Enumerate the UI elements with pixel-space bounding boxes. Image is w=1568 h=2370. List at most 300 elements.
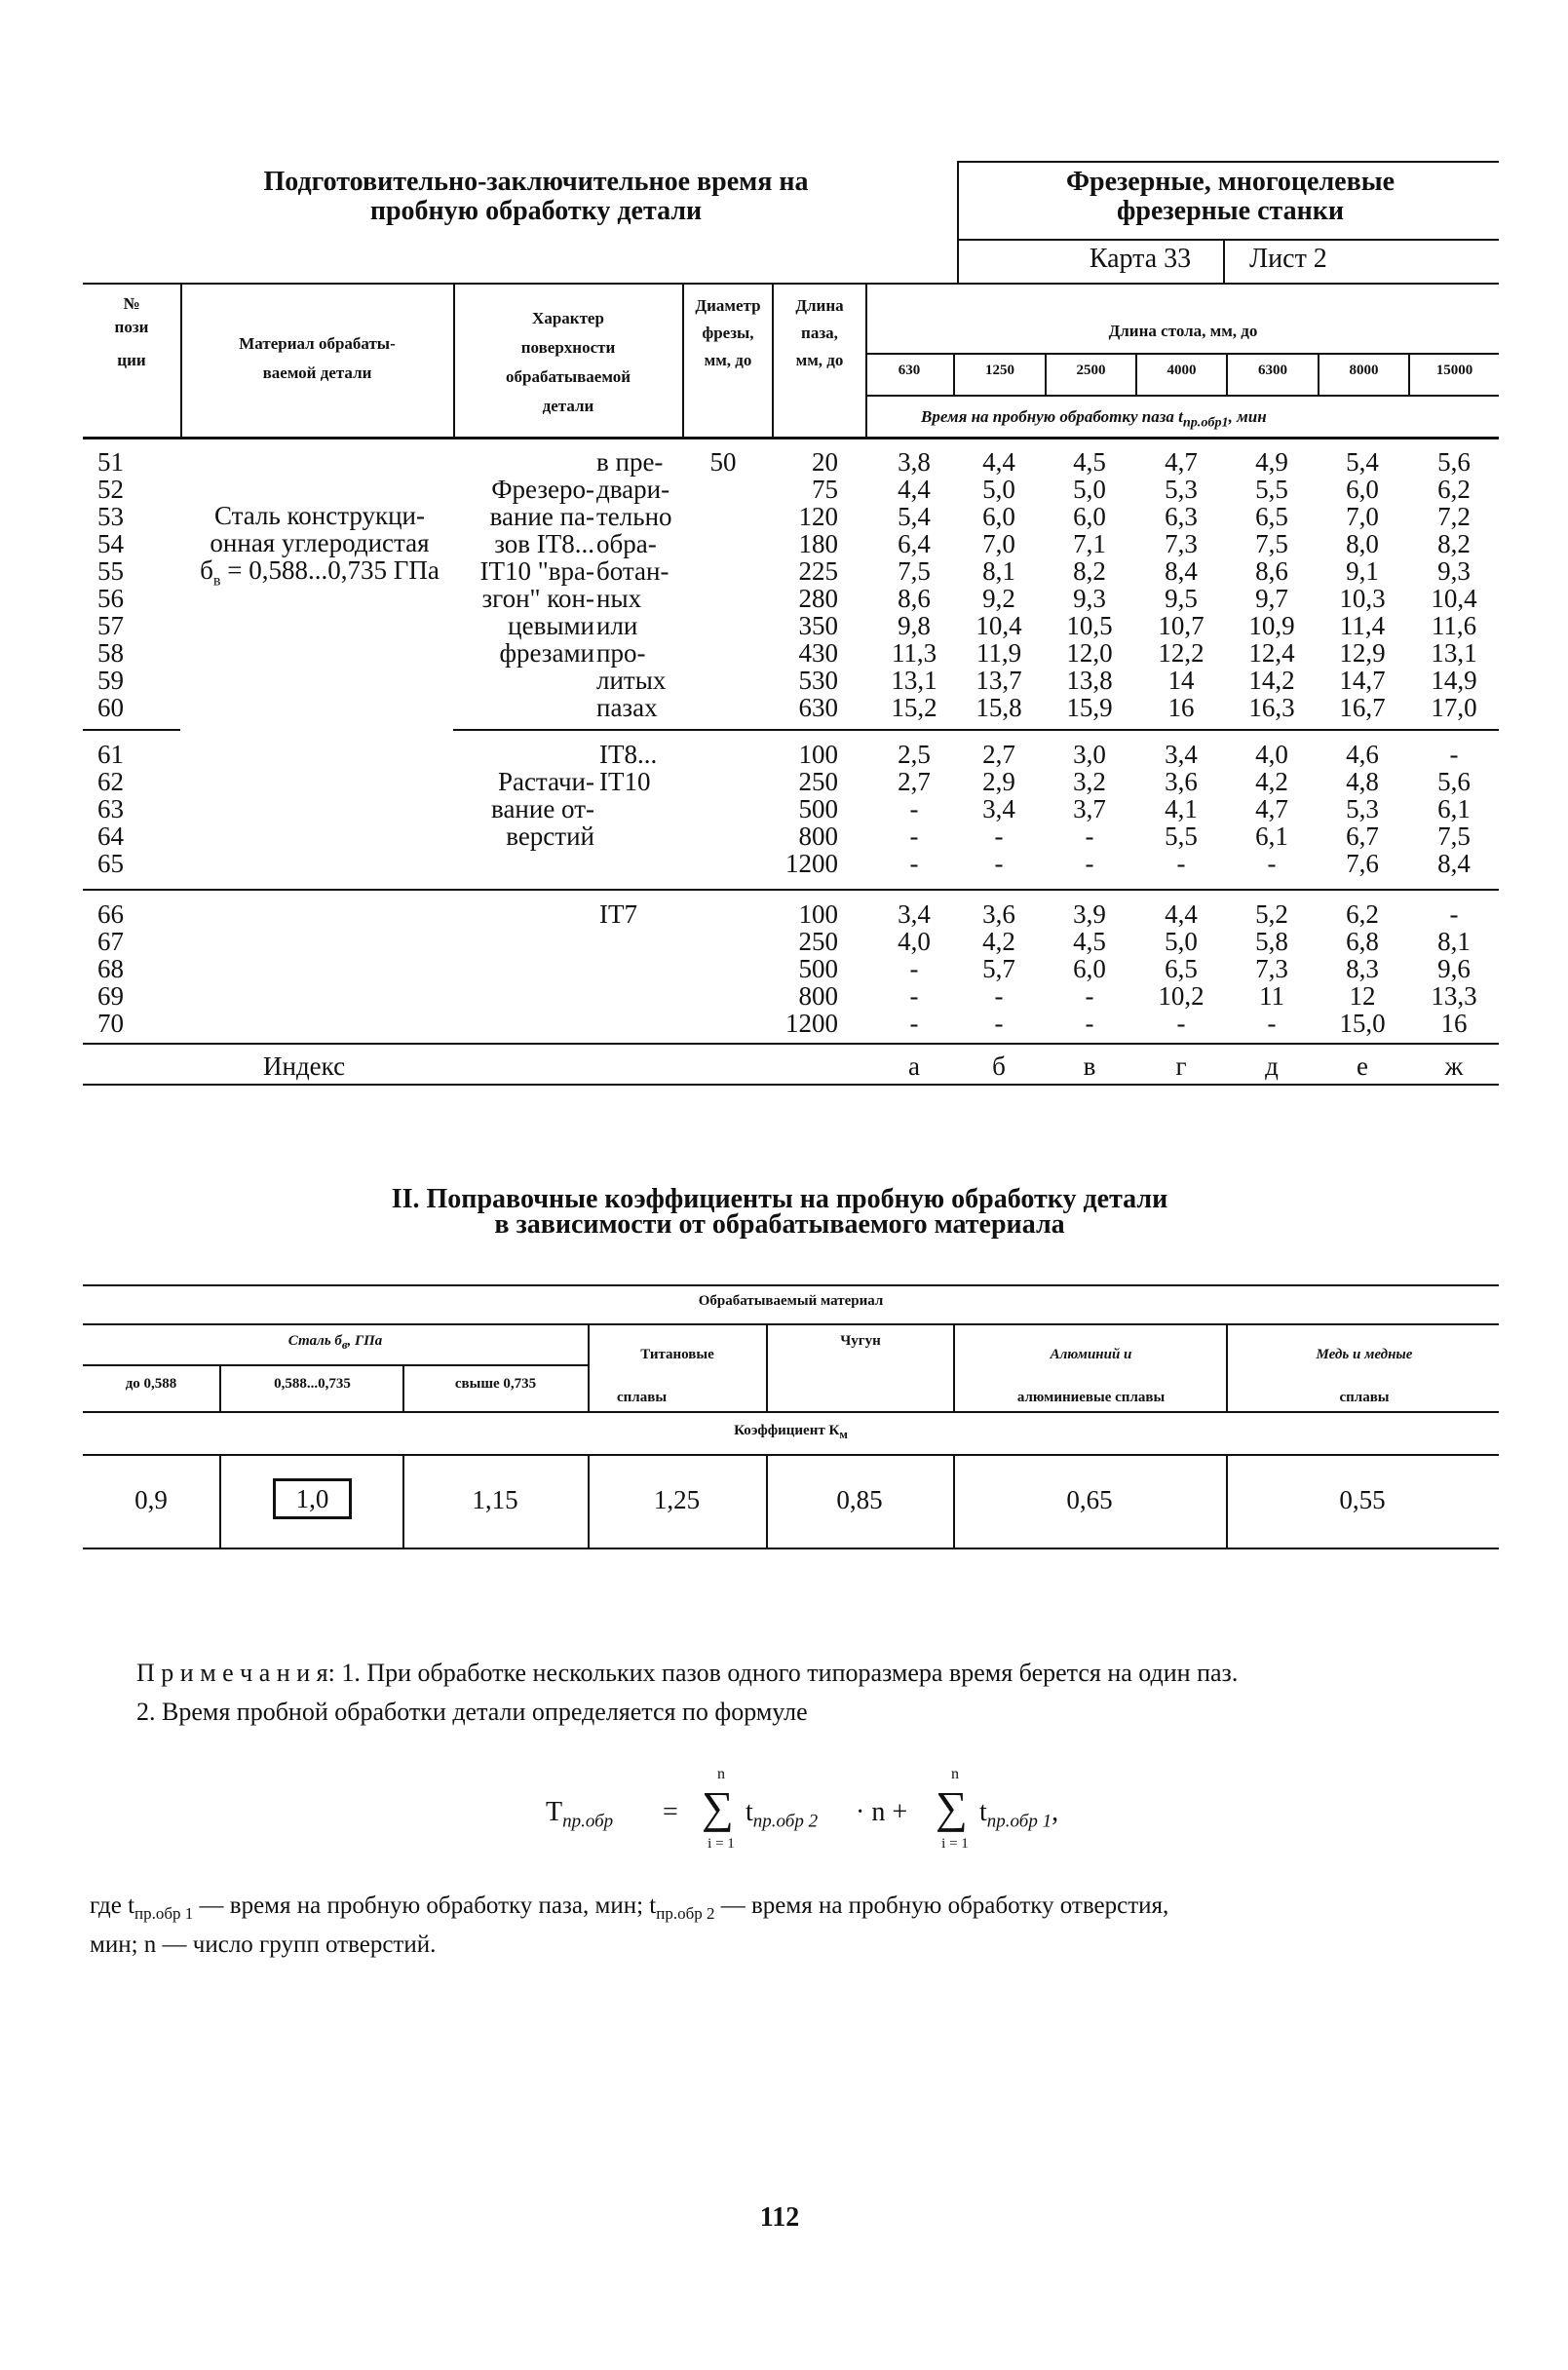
time-header-sub: пр.обр1 — [1182, 414, 1229, 431]
table-cell: 3,2 — [1073, 767, 1106, 796]
table-cell: 16 — [1440, 1009, 1468, 1038]
table-cell: 5,5 — [1255, 475, 1288, 504]
slot-length: 120 — [798, 502, 838, 531]
where-line-1 — [90, 1892, 1512, 1924]
table-cell: 4,7 — [1255, 794, 1288, 823]
group2-tolerance — [599, 741, 687, 795]
position-number: 56 — [97, 584, 124, 613]
table-cell: 12,4 — [1248, 638, 1295, 668]
t2-v-al — [953, 1323, 955, 1411]
table-cell: 12,9 — [1339, 638, 1386, 668]
index-letter: б — [992, 1051, 1006, 1081]
table-cell: 9,8 — [898, 611, 931, 640]
table-cell: 5,7 — [982, 954, 1015, 983]
card-label: Карта 33 — [1089, 244, 1192, 274]
table-cell: - — [1085, 849, 1094, 878]
formula-end: , — [1052, 1797, 1059, 1827]
table-cell: 5,5 — [1165, 822, 1198, 851]
table-cell: 7,5 — [1437, 822, 1471, 851]
table-cell: - — [909, 1009, 919, 1038]
table1-len-rule-bottom — [865, 395, 1499, 397]
index-letter: в — [1083, 1051, 1096, 1081]
table-cell: - — [909, 981, 919, 1011]
formula-sum1-top: n — [717, 1766, 725, 1782]
table-cell: 12 — [1349, 981, 1376, 1011]
table-cell: 8,3 — [1346, 954, 1379, 983]
header-title-line2: пробную обработку детали — [369, 196, 703, 226]
steel-header-label: Сталь б — [287, 1333, 342, 1349]
table1-vline-mat — [453, 283, 455, 439]
table-cell: 7,3 — [1255, 954, 1288, 983]
formula-sum2-top: n — [951, 1766, 959, 1782]
table-cell: - — [909, 822, 919, 851]
table-cell: 12,2 — [1158, 638, 1205, 668]
table-cell: 15,0 — [1339, 1009, 1386, 1038]
table-cell: 7,3 — [1165, 529, 1198, 558]
position-number: 66 — [97, 899, 124, 929]
table-cell: 9,5 — [1165, 584, 1198, 613]
table-cell: 5,3 — [1165, 475, 1198, 504]
slot-length: 20 — [812, 447, 838, 477]
table-cell: 2,9 — [982, 767, 1015, 796]
surface-text: про- — [596, 638, 646, 668]
formula-T — [546, 1797, 613, 1833]
table-cell: 9,1 — [1346, 556, 1379, 586]
table-size-1250: 1250 — [985, 363, 1014, 378]
length-header-l2: паза, — [801, 324, 838, 342]
surface-header-l2: поверхности — [520, 338, 616, 357]
group2-lengths — [780, 741, 838, 877]
position-number: 68 — [97, 954, 124, 983]
group1-pos-rule — [83, 729, 180, 731]
table-cell: 7,5 — [1255, 529, 1288, 558]
table-cell: 8,6 — [898, 584, 931, 613]
table-cell: - — [1267, 1009, 1277, 1038]
table-cell: 15,8 — [975, 693, 1022, 722]
surface-text: згон" кон- — [481, 584, 594, 613]
section2-title — [146, 1184, 1413, 1240]
aluminium-header — [957, 1333, 1225, 1419]
slot-length: 1200 — [785, 849, 838, 878]
position-number: 62 — [97, 767, 124, 796]
table-cell: 10,9 — [1248, 611, 1295, 640]
table-cell: 10,4 — [1431, 584, 1477, 613]
group2-rule — [83, 889, 1499, 891]
group1-material-l2: онная углеродистая — [210, 528, 430, 557]
table-cell: 8,2 — [1437, 529, 1471, 558]
where-l1a-sub: пр.обр 1 — [134, 1904, 194, 1923]
group1-material-l1: Сталь конструкци- — [214, 501, 425, 530]
table2-rule-3 — [83, 1411, 1499, 1413]
table-cell: 12,0 — [1066, 638, 1113, 668]
slot-length: 100 — [798, 740, 838, 769]
table-cell: 8,2 — [1073, 556, 1106, 586]
pos-header-no: № — [123, 294, 140, 313]
slot-length: 800 — [798, 981, 838, 1011]
table1-bottom-rule — [83, 1084, 1499, 1086]
table-cell: 5,8 — [1255, 927, 1288, 956]
index-letter: е — [1357, 1051, 1368, 1081]
group1-surface-b — [596, 448, 684, 721]
table-cell: - — [1176, 849, 1186, 878]
position-number: 69 — [97, 981, 124, 1011]
table1-header-rule — [83, 437, 1499, 440]
pos-header — [83, 292, 180, 372]
table1-vline-pos — [180, 283, 182, 439]
group3-lengths — [780, 900, 838, 1037]
surface-text: двари- — [596, 475, 670, 504]
table-cell: 6,1 — [1437, 794, 1471, 823]
table-cell: 10,5 — [1066, 611, 1113, 640]
table-cell: 3,8 — [898, 447, 931, 477]
note-2: 2. Время пробной обработки детали определяется по формуле — [136, 1698, 808, 1726]
table-cell: 3,4 — [898, 899, 931, 929]
slot-length: 1200 — [785, 1009, 838, 1038]
group1-surface-a — [458, 476, 594, 667]
time-header — [921, 407, 1499, 431]
group3-rule — [83, 1043, 1499, 1045]
surface-text: верстий — [506, 822, 594, 851]
table-cell: 2,7 — [898, 767, 931, 796]
table-cell: 6,7 — [1346, 822, 1379, 851]
group1-diameter: 50 — [709, 447, 737, 477]
slot-length: 250 — [798, 927, 838, 956]
group2-tolerance-l2: IT10 — [599, 767, 651, 796]
titanium-header-l2: сплавы — [617, 1390, 668, 1405]
surface-text: фрезами — [499, 638, 594, 668]
time-header-label: Время на пробную обработку паза t — [921, 407, 1183, 426]
slot-length: 530 — [798, 666, 838, 695]
position-number: 60 — [97, 693, 124, 722]
table-cell: 2,5 — [898, 740, 931, 769]
sum-2-icon: ∑ — [936, 1782, 968, 1832]
formula-T-sub: пр.обр — [562, 1811, 614, 1832]
table-cell: 6,0 — [1073, 502, 1106, 531]
slot-length: 630 — [798, 693, 838, 722]
table-cell: 13,7 — [975, 666, 1022, 695]
index-letter: ж — [1444, 1051, 1464, 1081]
index-label: Индекс — [263, 1051, 346, 1081]
group1-material-range: = 0,588...0,735 ГПа — [220, 555, 440, 585]
group1-positions — [97, 448, 156, 721]
slot-length: 100 — [798, 899, 838, 929]
table-cell: 6,5 — [1255, 502, 1288, 531]
t2-v-ti — [588, 1323, 590, 1411]
slot-length: 250 — [798, 767, 838, 796]
group1-rule — [453, 729, 1499, 731]
where-line-2: мин; n — число групп отверстий. — [90, 1931, 437, 1958]
header-divider — [957, 161, 959, 285]
table-cell: - — [1085, 981, 1094, 1011]
table-cell: - — [994, 822, 1004, 851]
table-cell: - — [1085, 822, 1094, 851]
steel-col-2: 0,588...0,735 — [274, 1376, 351, 1392]
table-cell: 4,2 — [1255, 767, 1288, 796]
where-l1c: — время на пробную обработку отверстия, — [714, 1892, 1169, 1919]
slot-length: 500 — [798, 954, 838, 983]
surface-text: литых — [596, 666, 667, 695]
table-cell: 10,7 — [1158, 611, 1205, 640]
page-number: 112 — [759, 2202, 800, 2233]
diameter-header-l1: Диаметр — [695, 296, 761, 315]
table-cell: 5,6 — [1437, 767, 1471, 796]
table-cell: 5,4 — [898, 502, 931, 531]
position-number: 61 — [97, 740, 124, 769]
position-number: 52 — [97, 475, 124, 504]
table-cell: - — [909, 849, 919, 878]
table-size-2500: 2500 — [1076, 363, 1106, 378]
titanium-header-l1: Титановые — [640, 1347, 714, 1362]
table-cell: - — [1449, 740, 1459, 769]
surface-text: зов IT8... — [494, 529, 594, 558]
group3-positions — [97, 900, 156, 1037]
table-cell: 3,6 — [982, 899, 1015, 929]
table-cell: 4,1 — [1165, 794, 1198, 823]
copper-header — [1230, 1333, 1499, 1419]
t2-v-b1 — [219, 1454, 221, 1548]
position-number: 54 — [97, 529, 124, 558]
table-cell: 11,9 — [975, 638, 1022, 668]
header-title — [146, 168, 926, 226]
surface-text: Фрезеро- — [491, 475, 594, 504]
table-size-8000: 8000 — [1349, 363, 1379, 378]
formula-sum2-bottom: i = 1 — [941, 1836, 969, 1852]
surface-text: ботан- — [596, 556, 669, 586]
t2-v-cu — [1226, 1323, 1228, 1411]
material-header — [183, 329, 451, 388]
table-cell: 7,0 — [1346, 502, 1379, 531]
material-header-2: Обрабатываемый материал — [698, 1293, 884, 1309]
length-header — [774, 292, 865, 374]
diameter-header — [684, 292, 772, 374]
table-cell: - — [1085, 1009, 1094, 1038]
table-cell: 8,1 — [982, 556, 1015, 586]
group1-material-sigma-sub: в — [212, 572, 221, 590]
table-cell: 10,3 — [1339, 584, 1386, 613]
table-cell: 16,7 — [1339, 693, 1386, 722]
table-cell: 16,3 — [1248, 693, 1295, 722]
card-rule-top — [957, 239, 1499, 241]
coef-titanium: 1,25 — [653, 1485, 701, 1514]
surface-text: вание па- — [489, 502, 594, 531]
table-cell: 4,4 — [1165, 899, 1198, 929]
table-cell: 10,2 — [1158, 981, 1205, 1011]
table-cell: 3,0 — [1073, 740, 1106, 769]
table-cell: 13,1 — [1431, 638, 1477, 668]
formula-t2 — [746, 1797, 818, 1833]
surface-text: тельно — [596, 502, 672, 531]
position-number: 67 — [97, 927, 124, 956]
table-size-4000: 4000 — [1166, 363, 1197, 378]
formula-t2-sub: пр.обр 2 — [752, 1811, 819, 1832]
table-cell: 6,8 — [1346, 927, 1379, 956]
table-cell: 5,6 — [1437, 447, 1471, 477]
index-letter: д — [1265, 1051, 1279, 1081]
copper-header-l2: сплавы — [1339, 1390, 1390, 1405]
slot-length: 800 — [798, 822, 838, 851]
position-number: 70 — [97, 1009, 124, 1038]
coef-copper: 0,55 — [1339, 1485, 1386, 1514]
steel-col-1: до 0,588 — [125, 1376, 177, 1392]
table-cell: 5,0 — [1073, 475, 1106, 504]
table-cell: 14 — [1167, 666, 1195, 695]
table-cell: 3,7 — [1073, 794, 1106, 823]
sheet-label: Лист 2 — [1249, 244, 1327, 274]
surface-header — [456, 304, 680, 421]
position-number: 51 — [97, 447, 124, 477]
coef-aluminium: 0,65 — [1066, 1485, 1113, 1514]
sum-1-icon: ∑ — [702, 1782, 734, 1832]
steel-col-3: свыше 0,735 — [454, 1376, 537, 1392]
table-cell: 4,0 — [1255, 740, 1288, 769]
table-cell: 9,6 — [1437, 954, 1471, 983]
aluminium-header-l2: алюминиевые сплавы — [1016, 1390, 1166, 1405]
table-cell: 13,8 — [1066, 666, 1113, 695]
slot-length: 500 — [798, 794, 838, 823]
surface-text: в пре- — [596, 447, 664, 477]
table-cell: 11 — [1259, 981, 1284, 1011]
table-cell: 4,4 — [898, 475, 931, 504]
table-cell: 6,5 — [1165, 954, 1198, 983]
table-length-header: Длина стола, мм, до — [1108, 322, 1258, 340]
table-cell: 10,4 — [975, 611, 1022, 640]
table-cell: 9,3 — [1437, 556, 1471, 586]
table-cell: 6,1 — [1255, 822, 1288, 851]
table-cell: 3,9 — [1073, 899, 1106, 929]
table-cell: 7,0 — [982, 529, 1015, 558]
table-cell: 5,0 — [982, 475, 1015, 504]
position-number: 59 — [97, 666, 124, 695]
slot-length: 430 — [798, 638, 838, 668]
coef-cast-iron: 0,85 — [836, 1485, 883, 1514]
table-cell: 9,7 — [1255, 584, 1288, 613]
table1-top-rule — [83, 283, 1499, 285]
table-cell: 4,6 — [1346, 740, 1379, 769]
slot-length: 180 — [798, 529, 838, 558]
table-cell: 6,2 — [1437, 475, 1471, 504]
group1-material — [183, 502, 456, 594]
titanium-header — [590, 1333, 765, 1419]
header-title-line1: Подготовительно-заключительное время на — [263, 167, 809, 197]
table-cell: 8,4 — [1437, 849, 1471, 878]
coef-header-sub: м — [839, 1428, 848, 1441]
position-number: 53 — [97, 502, 124, 531]
position-number: 57 — [97, 611, 124, 640]
table-cell: 6,3 — [1165, 502, 1198, 531]
table2-rule-4 — [83, 1454, 1499, 1456]
aluminium-header-l1: Алюминий и — [1050, 1347, 1132, 1362]
header-right-line2: фрезерные станки — [1117, 196, 1344, 226]
table1-vline-len — [865, 283, 867, 439]
table-cell: 6,0 — [1346, 475, 1379, 504]
table-cell: 17,0 — [1431, 693, 1477, 722]
table-cell: 11,3 — [891, 638, 937, 668]
material-header-l1: Материал обрабаты- — [239, 334, 396, 353]
slot-length: 225 — [798, 556, 838, 586]
header-top-rule — [957, 161, 1499, 163]
surface-header-l3: обрабатываемой — [505, 367, 631, 386]
table-cell: 13,3 — [1431, 981, 1477, 1011]
table-cell: 3,4 — [1165, 740, 1198, 769]
table-cell: 8,6 — [1255, 556, 1288, 586]
length-header-l1: Длина — [795, 296, 844, 315]
table-cell: 4,9 — [1255, 447, 1288, 477]
section2-title-l2: в зависимости от обрабатываемого материала — [494, 1209, 1065, 1240]
cast-iron-header: Чугун — [840, 1333, 881, 1349]
table-cell: 4,4 — [982, 447, 1015, 477]
coef-header — [83, 1423, 1499, 1442]
formula-t1-sub: пр.обр 1 — [986, 1811, 1052, 1832]
table-cell: 15,2 — [891, 693, 937, 722]
where-l1b: — время на пробную обработку паза, мин; t — [193, 1892, 657, 1919]
surface-text: или — [596, 611, 638, 640]
coef-steel-high: 1,15 — [472, 1485, 518, 1514]
table-cell: 6,0 — [982, 502, 1015, 531]
slot-length: 75 — [812, 475, 838, 504]
formula-t1 — [979, 1797, 1058, 1833]
surface-text: ных — [596, 584, 642, 613]
group1-material-sigma: б — [200, 555, 213, 585]
table-cell: - — [994, 1009, 1004, 1038]
table-cell: 4,0 — [898, 927, 931, 956]
surface-text: вание от- — [491, 794, 594, 823]
group1-material-l3 — [183, 556, 456, 594]
table-cell: 4,5 — [1073, 927, 1106, 956]
copper-header-l1: Медь и медные — [1316, 1347, 1413, 1362]
table-cell: 5,3 — [1346, 794, 1379, 823]
note-1-text: 1. При обработке нескольких пазов одного типоразмера время берется на один паз. — [334, 1659, 1239, 1687]
steel-header — [83, 1333, 588, 1353]
header-machine-type — [965, 168, 1496, 226]
formula-eq: = — [663, 1797, 678, 1827]
slot-length: 280 — [798, 584, 838, 613]
pos-header-l3: ции — [117, 351, 146, 369]
surface-text: IT10 "вра- — [479, 556, 594, 586]
table-cell: 14,7 — [1339, 666, 1386, 695]
surface-header-l1: Характер — [532, 309, 604, 327]
table-cell: 5,4 — [1346, 447, 1379, 477]
table-size-6300: 6300 — [1258, 363, 1287, 378]
table-cell: 2,7 — [982, 740, 1015, 769]
table-cell: 8,4 — [1165, 556, 1198, 586]
note-1 — [136, 1659, 1520, 1688]
table-cell: 5,0 — [1165, 927, 1198, 956]
table2-top-rule — [83, 1284, 1499, 1286]
group2-tolerance-l1: IT8... — [599, 740, 658, 769]
surface-text: Растачи- — [497, 767, 594, 796]
card-divider — [1223, 239, 1225, 285]
position-number: 55 — [97, 556, 124, 586]
table-cell: 7,5 — [898, 556, 931, 586]
table-cell: 6,0 — [1073, 954, 1106, 983]
slot-length: 350 — [798, 611, 838, 640]
position-number: 64 — [97, 822, 124, 851]
table2-bottom-rule — [83, 1548, 1499, 1549]
group3-tolerance: IT7 — [599, 899, 637, 929]
index-letter: г — [1175, 1051, 1187, 1081]
coef-header-label: Коэффициент К — [734, 1423, 840, 1438]
group1-lengths — [780, 448, 838, 721]
table-cell: 11,6 — [1431, 611, 1477, 640]
t2-v-steel2 — [402, 1364, 404, 1411]
table-cell: 13,1 — [891, 666, 937, 695]
table-cell: 14,2 — [1248, 666, 1295, 695]
surface-text: пазах — [596, 693, 658, 722]
table-cell: 6,2 — [1346, 899, 1379, 929]
table-cell: 11,4 — [1339, 611, 1386, 640]
group2-surface — [458, 768, 594, 850]
table-cell: - — [909, 794, 919, 823]
